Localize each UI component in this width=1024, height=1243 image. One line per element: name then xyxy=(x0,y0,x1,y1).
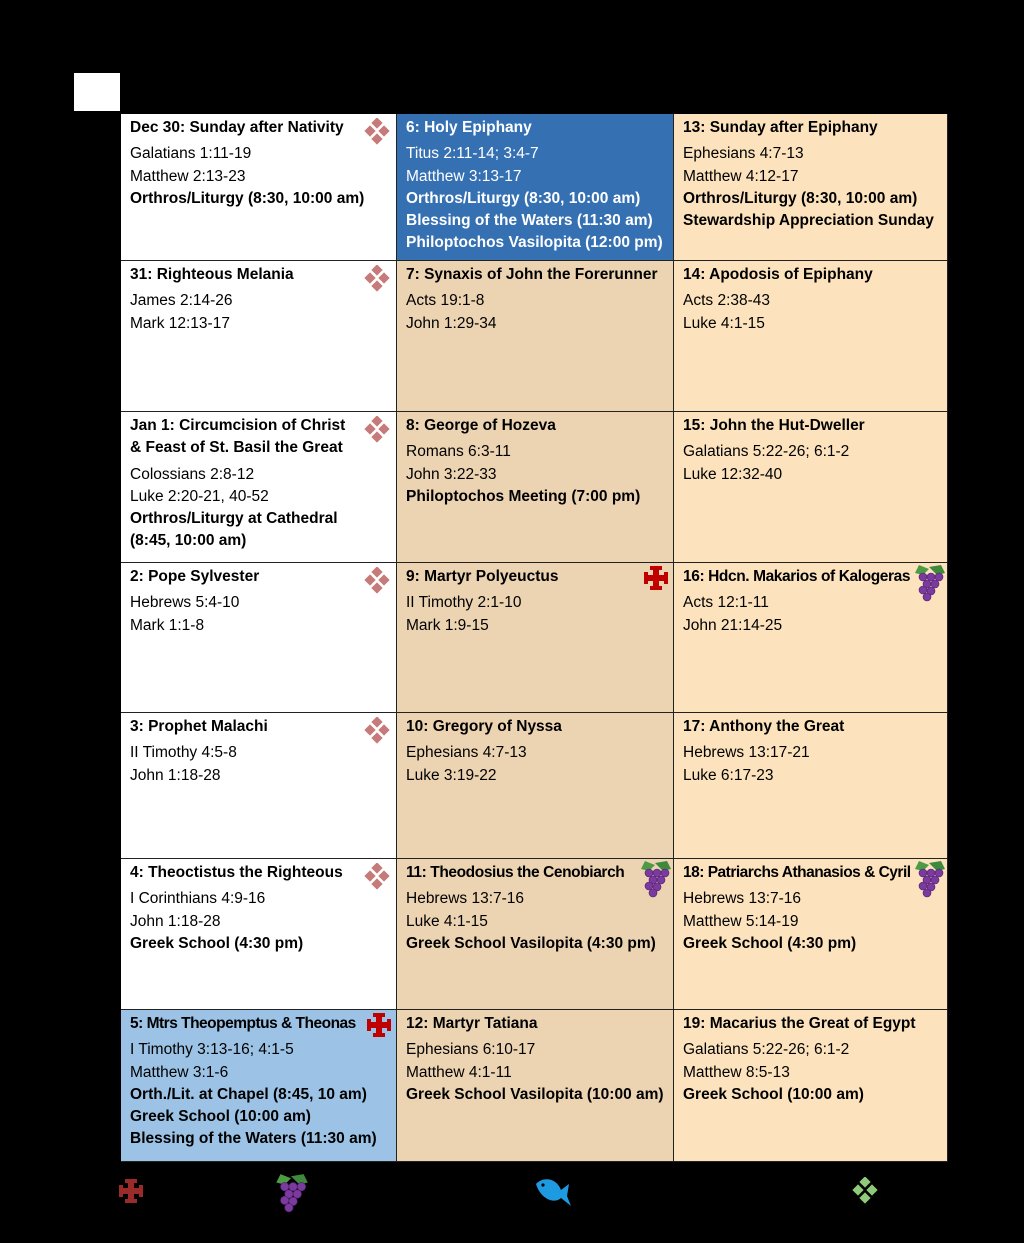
service-time: Orth./Lit. at Chapel (8:45, 10 am) xyxy=(130,1085,367,1103)
cross-icon xyxy=(643,565,669,591)
day-cell-18 xyxy=(674,859,948,1010)
day-cell-dec-30 xyxy=(121,114,397,261)
day-cell-6 xyxy=(397,114,674,261)
day-title: 16: Hdcn. Makarios of Kalogeras xyxy=(683,568,911,585)
day-title: 9: Martyr Polyeuctus xyxy=(406,568,559,585)
reading: Matthew 4:12-17 xyxy=(683,167,799,185)
cross-icon xyxy=(366,1012,392,1038)
service-time: Greek School Vasilopita (10:00 am) xyxy=(406,1085,664,1103)
reading: Hebrews 13:7-16 xyxy=(683,890,802,908)
reading: Mark 1:9-15 xyxy=(406,616,489,634)
day-title: 19: Macarius the Great of Egypt xyxy=(683,1015,916,1032)
reading: Matthew 3:13-17 xyxy=(406,167,522,185)
reading: Luke 4:1-15 xyxy=(683,314,765,332)
reading: John 21:14-25 xyxy=(683,616,783,634)
day-title: Jan 1: Circumcision of Christ & Feast of St. Basil the Great xyxy=(130,417,346,457)
day-cell-2 xyxy=(121,563,397,713)
service-time: Stewardship Appreciation Sunday xyxy=(683,212,934,230)
reading: Matthew 4:1-11 xyxy=(406,1063,512,1081)
reading: I Timothy 3:13-16; 4:1-5 xyxy=(130,1041,294,1059)
reading: Luke 6:17-23 xyxy=(683,766,774,784)
reading: Romans 6:3-11 xyxy=(406,443,511,461)
day-cell-17 xyxy=(674,713,948,859)
day-cell-15 xyxy=(674,412,948,563)
dots-icon xyxy=(364,863,392,891)
reading: Ephesians 4:7-13 xyxy=(683,145,804,163)
reading: Mark 1:1-8 xyxy=(130,616,205,634)
reading: John 1:18-28 xyxy=(130,766,221,784)
day-cell-8 xyxy=(397,412,674,563)
reading: Galatians 5:22-26; 6:1-2 xyxy=(683,1041,850,1059)
reading: II Timothy 4:5-8 xyxy=(130,744,237,762)
service-time: Greek School (4:30 pm) xyxy=(683,934,857,952)
day-cell-13 xyxy=(674,114,948,261)
service-time: Greek School Vasilopita (4:30 pm) xyxy=(406,934,656,952)
day-title: 31: Righteous Melania xyxy=(130,266,294,283)
day-cell-4 xyxy=(121,859,397,1010)
day-title: 17: Anthony the Great xyxy=(683,718,845,735)
dots-icon xyxy=(364,118,392,146)
reading: Acts 2:38-43 xyxy=(683,292,771,310)
grapes-icon xyxy=(637,859,673,899)
day-cell-10 xyxy=(397,713,674,859)
reading: Matthew 8:5-13 xyxy=(683,1063,790,1081)
day-title: 5: Mtrs Theopemptus & Theonas xyxy=(130,1015,356,1032)
day-title: 18: Patriarchs Athanasios & Cyril xyxy=(683,864,911,881)
reading: Hebrews 13:17-21 xyxy=(683,744,810,762)
service-time: Blessing of the Waters (11:30 am) xyxy=(130,1130,377,1148)
service-time: Philoptochos Meeting (7:00 pm) xyxy=(406,487,641,505)
day-cell-12 xyxy=(397,1010,674,1162)
reading: Matthew 2:13-23 xyxy=(130,167,246,185)
day-title: 12: Martyr Tatiana xyxy=(406,1015,538,1032)
reading: James 2:14-26 xyxy=(130,292,233,310)
reading: John 1:18-28 xyxy=(130,912,221,930)
day-title: 10: Gregory of Nyssa xyxy=(406,718,562,735)
reading: Mark 12:13-17 xyxy=(130,314,230,332)
reading: Luke 4:1-15 xyxy=(406,912,488,930)
header-box xyxy=(74,73,120,111)
reading: Luke 3:19-22 xyxy=(406,766,497,784)
service-time: Orthros/Liturgy (8:30, 10:00 am) xyxy=(406,189,641,207)
day-title: 15: John the Hut-Dweller xyxy=(683,417,865,434)
day-cell-11 xyxy=(397,859,674,1010)
day-cell-9 xyxy=(397,563,674,713)
service-time: Orthros/Liturgy (8:30, 10:00 am) xyxy=(130,189,365,207)
reading: Galatians 1:11-19 xyxy=(130,145,252,163)
reading: Galatians 5:22-26; 6:1-2 xyxy=(683,443,850,461)
reading: I Corinthians 4:9-16 xyxy=(130,890,266,908)
day-title: Dec 30: Sunday after Nativity xyxy=(130,119,344,136)
reading: John 3:22-33 xyxy=(406,465,497,483)
day-cell-14 xyxy=(674,261,948,412)
dots-icon xyxy=(364,567,392,595)
day-title: 2: Pope Sylvester xyxy=(130,568,260,585)
day-cell-31 xyxy=(121,261,397,412)
day-title: 7: Synaxis of John the Forerunner xyxy=(406,266,658,283)
day-title: 14: Apodosis of Epiphany xyxy=(683,266,873,283)
dots-icon xyxy=(364,265,392,293)
reading: Ephesians 6:10-17 xyxy=(406,1041,536,1059)
reading: Hebrews 13:7-16 xyxy=(406,890,525,908)
day-cell-19 xyxy=(674,1010,948,1162)
grapes-icon xyxy=(911,859,947,899)
day-title: 4: Theoctistus the Righteous xyxy=(130,864,343,881)
day-title: 8: George of Hozeva xyxy=(406,417,556,434)
reading: Matthew 3:1-6 xyxy=(130,1063,229,1081)
day-title: 3: Prophet Malachi xyxy=(130,718,268,735)
fish-icon xyxy=(533,1174,573,1210)
day-cell-jan-1 xyxy=(121,412,397,563)
day-cell-7 xyxy=(397,261,674,412)
reading: Ephesians 4:7-13 xyxy=(406,744,527,762)
calendar-grid xyxy=(121,114,948,1162)
reading: John 1:29-34 xyxy=(406,314,497,332)
day-cell-5 xyxy=(121,1010,397,1162)
dots-icon xyxy=(852,1177,880,1205)
reading: Luke 2:20-21, 40-52 xyxy=(130,487,269,505)
reading: Titus 2:11-14; 3:4-7 xyxy=(406,145,539,163)
service-time: Greek School (4:30 pm) xyxy=(130,934,304,952)
reading: Colossians 2:8-12 xyxy=(130,465,255,483)
service-time: Philoptochos Vasilopita (12:00 pm) xyxy=(406,234,663,252)
grapes-icon xyxy=(911,563,947,603)
cross-icon xyxy=(118,1178,144,1204)
dots-icon xyxy=(364,416,392,444)
dots-icon xyxy=(364,717,392,745)
service-time: Orthros/Liturgy at Cathedral xyxy=(130,510,338,528)
day-title: 13: Sunday after Epiphany xyxy=(683,119,878,136)
reading: Matthew 5:14-19 xyxy=(683,912,799,930)
service-time: (8:45, 10:00 am) xyxy=(130,532,247,550)
reading: II Timothy 2:1-10 xyxy=(406,594,522,612)
day-title: 11: Theodosius the Cenobiarch xyxy=(406,864,625,881)
day-cell-3 xyxy=(121,713,397,859)
reading: Acts 19:1-8 xyxy=(406,292,485,310)
grapes-icon xyxy=(272,1172,310,1214)
service-time: Blessing of the Waters (11:30 am) xyxy=(406,212,653,230)
day-title: 6: Holy Epiphany xyxy=(406,119,532,136)
reading: Acts 12:1-11 xyxy=(683,594,769,612)
reading: Hebrews 5:4-10 xyxy=(130,594,240,612)
service-time: Greek School (10:00 am) xyxy=(683,1085,864,1103)
service-time: Greek School (10:00 am) xyxy=(130,1108,311,1126)
reading: Luke 12:32-40 xyxy=(683,465,783,483)
service-time: Orthros/Liturgy (8:30, 10:00 am) xyxy=(683,189,918,207)
day-cell-16 xyxy=(674,563,948,713)
